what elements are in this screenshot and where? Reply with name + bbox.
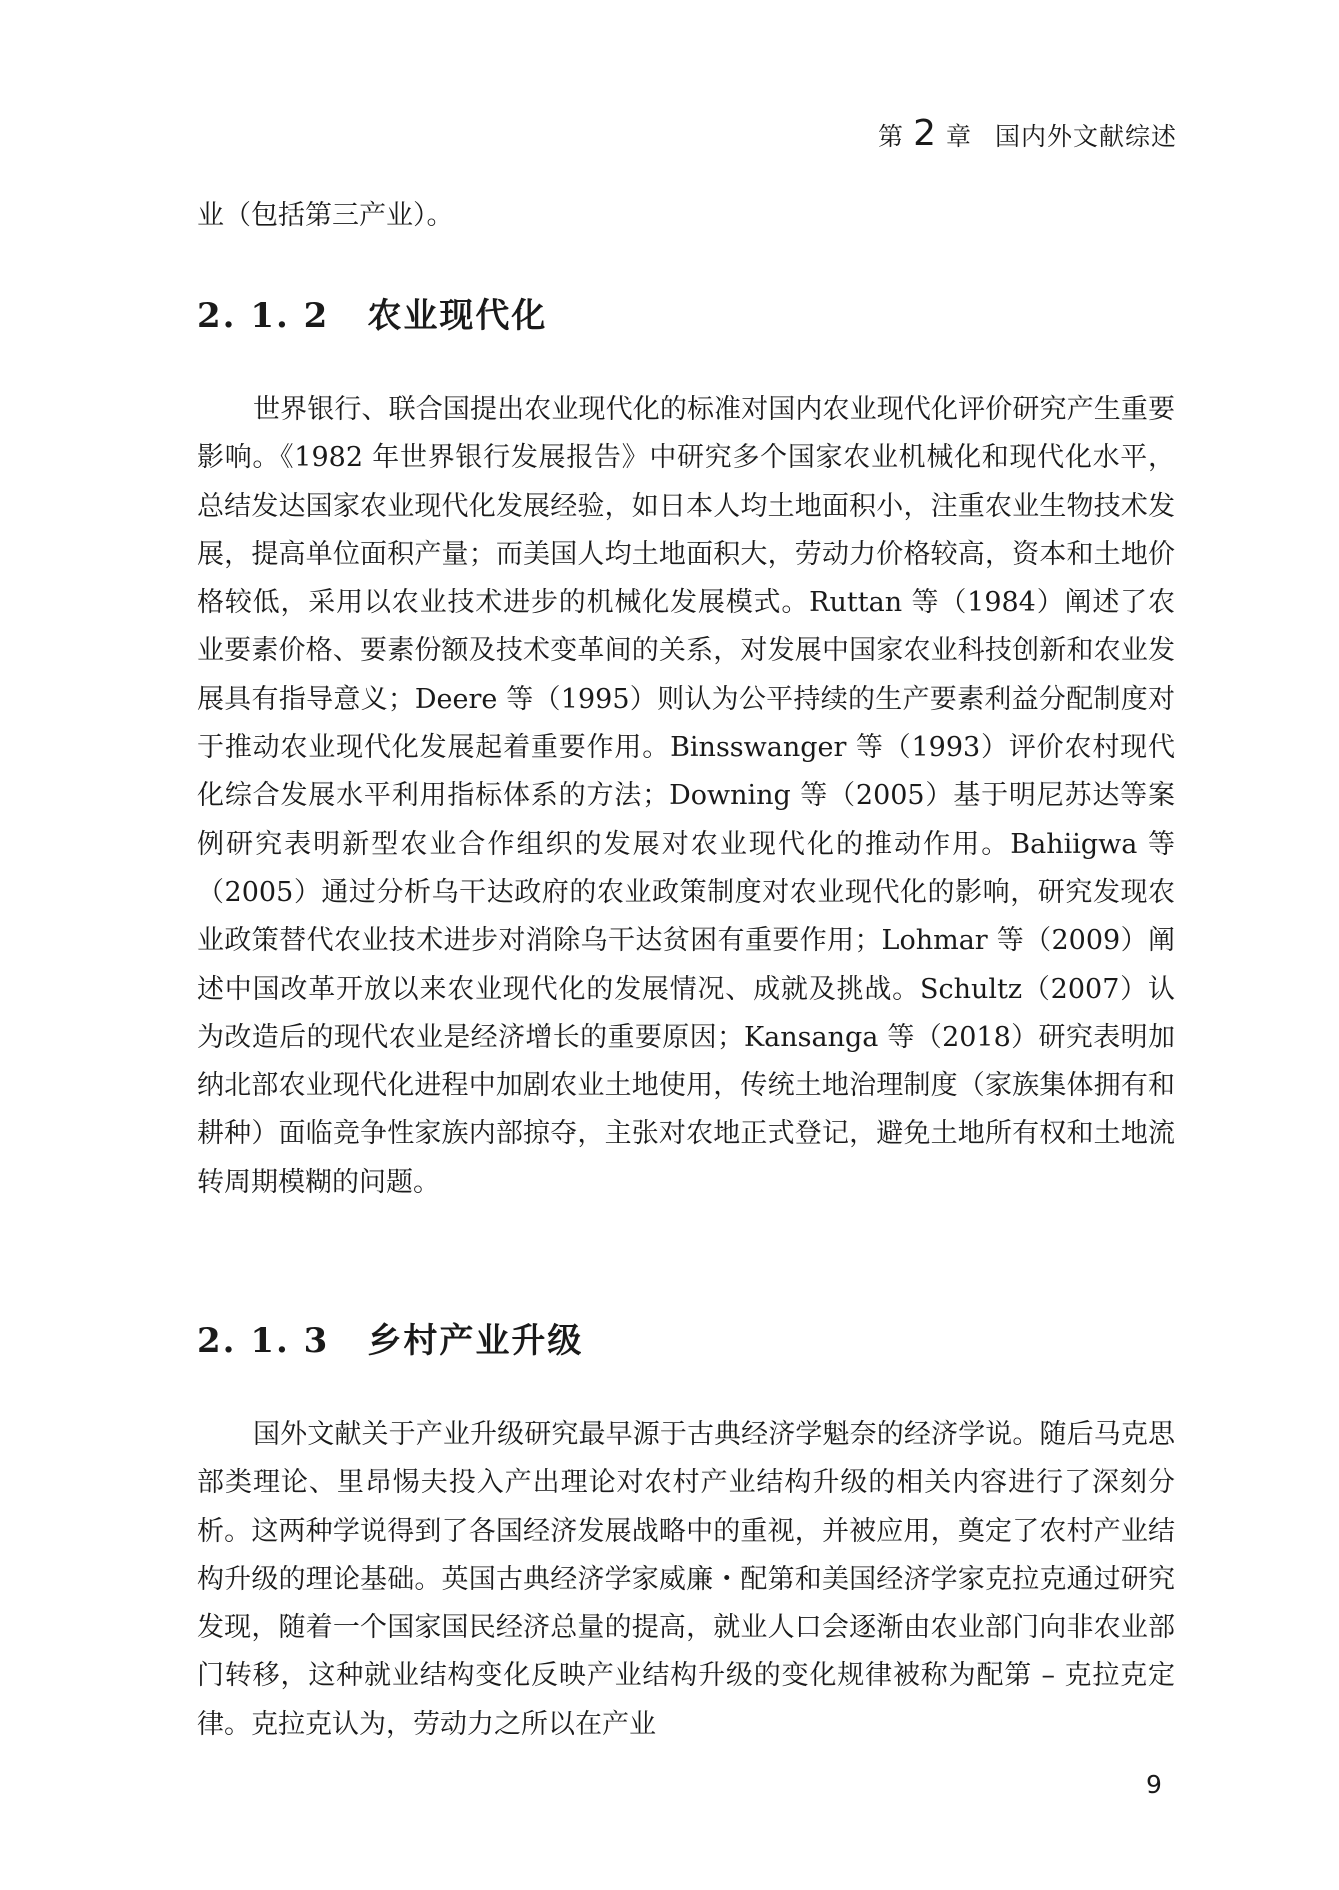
- section-paragraph: 世界银行、联合国提出农业现代化的标准对国内农业现代化评价研究产生重要影响。《1982 年世界银行发展报告》中研究多个国家农业机械化和现代化水平，总结发达国家农业现代化发展经验，如日本人均土地面积小，注重农业生物技术发展，提高单位面积产量；而美国人均土地面积大，劳动力价格较高，资本和土地价格较低，采用以农业技术进步的机械化发展模式。Ruttan 等（1984）阐述了农业要素价格、要素份额及技术变革间的关系，对发展中国家农业科技创新和农业发展具有指导意义；Deere 等（1995）则认为公平持续的生产要素利益分配制度对于推动农业现代化发展起着重要作用。Binsswanger 等（1993）评价农村现代化综合发展水平利用指标体系的方法；Downing 等（2005）基于明尼苏达等案例研究表明新型农业合作组织的发展对农业现代化的推动作用。Bahiigwa 等（2005）通过分析乌干达政府的农业政策制度对农业现代化的影响，研究发现农业政策替代农业技术进步对消除乌干达贫困有重要作用；Lohmar 等（2009）阐述中国改革开放以来农业现代化的发展情况、成就及挑战。Schultz（2007）认为改造后的现代农业是经济增长的重要原因；Kansanga 等（2018）研究表明加纳北部农业现代化进程中加剧农业土地使用，传统土地治理制度（家族集体拥有和耕种）面临竞争性家族内部掠夺，主张对农地正式登记，避免土地所有权和土地流转周期模糊的问题。: [197, 394, 1175, 1198]
- intro-continuation-text: 业（包括第三产业）。: [197, 200, 454, 231]
- section-heading-2-1-2: [197, 288, 547, 337]
- chapter-number: 2: [913, 113, 936, 154]
- section-body-2-1-2: [197, 386, 1175, 1207]
- section-heading-2-1-3: [197, 1313, 583, 1362]
- running-header: [878, 113, 1177, 154]
- chapter-prefix: 第: [878, 122, 904, 151]
- section-title: 乡村产业升级: [367, 1321, 584, 1361]
- section-number: 2. 1. 3: [197, 1321, 330, 1361]
- section-number: 2. 1. 2: [197, 296, 330, 336]
- intro-continuation-block: [197, 192, 1175, 240]
- chapter-title: 国内外文献综述: [994, 122, 1177, 151]
- page-number: 9: [1146, 1770, 1162, 1799]
- section-paragraph: 国外文献关于产业升级研究最早源于古典经济学魁奈的经济学说。随后马克思部类理论、里昂惕夫投入产出理论对农村产业结构升级的相关内容进行了深刻分析。这两种学说得到了各国经济发展战略中的重视，并被应用，奠定了农村产业结构升级的理论基础。英国古典经济学家威廉・配第和美国经济学家克拉克通过研究发现，随着一个国家国民经济总量的提高，就业人口会逐渐由农业部门向非农业部门转移，这种就业结构变化反映产业结构升级的变化规律被称为配第 – 克拉克定律。克拉克认为，劳动力之所以在产业: [197, 1419, 1175, 1740]
- section-body-2-1-3: [197, 1411, 1175, 1749]
- chapter-suffix: 章: [945, 122, 971, 151]
- section-title: 农业现代化: [367, 296, 548, 336]
